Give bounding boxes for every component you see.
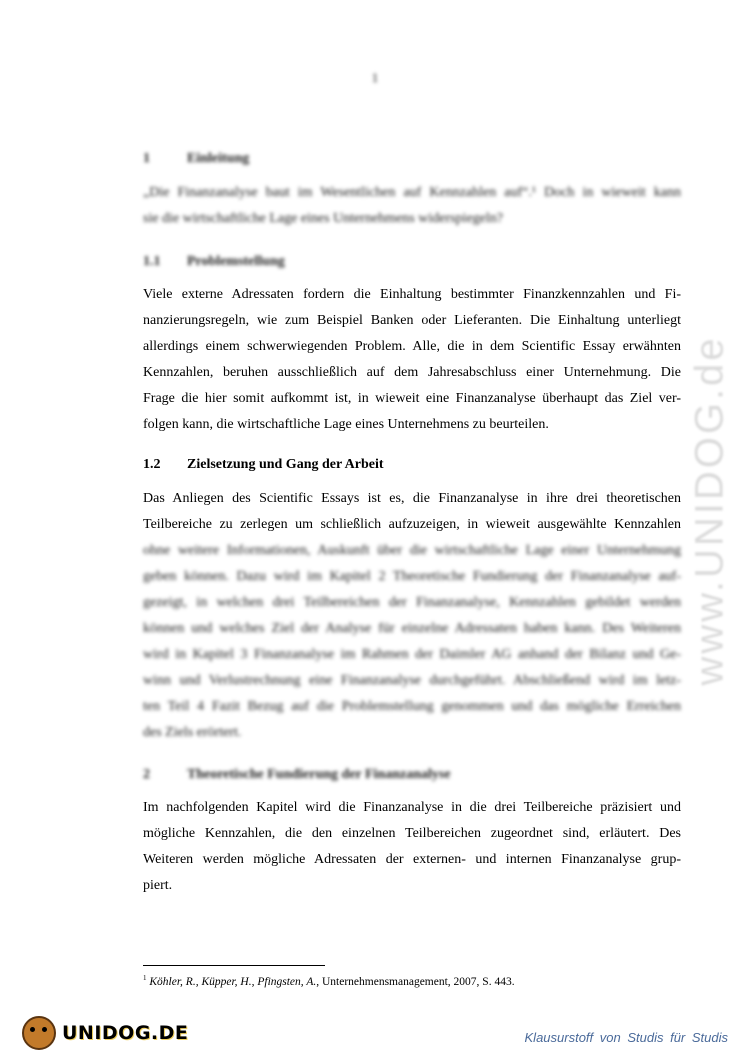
page-number: 1 — [371, 70, 379, 85]
goal-paragraph-blurred — [143, 538, 681, 746]
text-line: nanzierungsregeln, wie zum Beispiel Banken oder Lieferanten. Die Einhaltung unterliegt — [143, 313, 681, 328]
footnote — [143, 974, 515, 988]
problem-paragraph — [143, 282, 681, 438]
text-line: Weiteren werden mögliche Adressaten der externen- und internen Finanzanalyse grup- — [143, 852, 681, 867]
text-line: Das Anliegen des Scientific Essays ist es, die Finanzanalyse in ihre drei theoretischen — [143, 491, 681, 506]
text-line: Im nachfolgenden Kapitel wird die Finanzanalyse in die drei Teilbereiche präzisiert und — [143, 800, 681, 815]
text-line: Teilbereiche zu zerlegen um schließlich aufzuzeigen, in wieweit ausgewählte Kennzahlen — [143, 517, 681, 532]
text-line: können und welches Ziel der Analyse für einzelne Adressaten haben kann. Des Weiteren — [143, 621, 681, 636]
text-line: geben können. Dazu wird im Kapitel 2 Theoretische Fundierung der Finanzanalyse auf- — [143, 569, 681, 584]
text-line: gezeigt, in welchen drei Teilbereichen der Finanzanalyse, Kennzahlen gebildet werden — [143, 595, 681, 610]
unidog-logo[interactable] — [22, 1015, 188, 1051]
intro-quote — [143, 180, 681, 232]
text-line: „Die Finanzanalyse baut im Wesentlichen auf Kennzahlen auf“.¹ Doch in wieweit kann — [143, 185, 681, 200]
text-line: winn und Verlustrechnung eine Finanzanalyse durchgeführt. Abschließend wird im letz- — [143, 673, 681, 688]
text-line: des Ziels erörtert. — [143, 725, 242, 740]
text-line: ohne weitere Informationen, Auskunft über die wirtschaftliche Lage einer Unternehmung — [143, 543, 681, 558]
text-line: allerdings einem schwerwiegenden Problem. Alle, die in dem Scientific Essay erwähnten — [143, 339, 681, 354]
text-line: Viele externe Adressaten fordern die Einhaltung bestimmter Finanzkennzahlen und Fi- — [143, 287, 681, 302]
section-number: 1 — [143, 151, 150, 166]
chapter2-paragraph — [143, 795, 681, 899]
text-line: Frage die hier somit aufkommt ist, in wieweit eine Finanzanalyse überhaupt das Ziel ver- — [143, 391, 681, 406]
footnote-rule — [143, 965, 325, 966]
watermark-text: www.UNIDOG.de — [687, 334, 732, 686]
section-number: 1.1 — [143, 254, 161, 269]
section-heading-2 — [143, 767, 451, 783]
footnote-source: , Unternehmensmanagement, 2007, S. 443. — [316, 975, 515, 988]
text-line: piert. — [143, 878, 173, 893]
text-line: sie die wirtschaftliche Lage eines Unternehmens widerspiegeln? — [143, 211, 503, 226]
section-heading-1 — [143, 151, 249, 167]
logo-text: UNIDOG.DE — [62, 1022, 189, 1044]
section-title: Problemstellung — [187, 254, 285, 269]
text-line: wird in Kapitel 3 Finanzanalyse im Rahmen der Daimler AG anhand der Bilanz und Ge- — [143, 647, 681, 662]
goal-paragraph — [143, 486, 681, 538]
section-number: 1.2 — [143, 457, 161, 472]
section-title: Einleitung — [187, 151, 250, 166]
text-line: folgen kann, die wirtschaftliche Lage eines Unternehmens zu beurteilen. — [143, 417, 549, 432]
dog-icon — [22, 1016, 56, 1050]
section-heading-1-1 — [143, 254, 285, 270]
text-line: Kennzahlen, beruhen ausschließlich auf dem Jahresabschluss einer Unternehmung. Die — [143, 365, 681, 380]
section-heading-1-2 — [143, 457, 384, 473]
text-line: ten Teil 4 Fazit Bezug auf die Problemstellung genommen und das mögliche Erreichen — [143, 699, 681, 714]
watermark — [687, 280, 732, 740]
footer-tagline: Klausurstoff von Studis für Studis — [524, 1030, 728, 1045]
section-title: Theoretische Fundierung der Finanzanalyse — [187, 767, 451, 782]
section-number: 2 — [143, 767, 150, 782]
footnote-marker: 1 — [143, 974, 147, 982]
section-title: Zielsetzung und Gang der Arbeit — [187, 457, 384, 472]
text-line: mögliche Kennzahlen, die den einzelnen Teilbereichen zugeordnet sind, erläutert. Des — [143, 826, 681, 841]
footnote-authors: Köhler, R., Küpper, H., Pfingsten, A. — [149, 975, 317, 988]
